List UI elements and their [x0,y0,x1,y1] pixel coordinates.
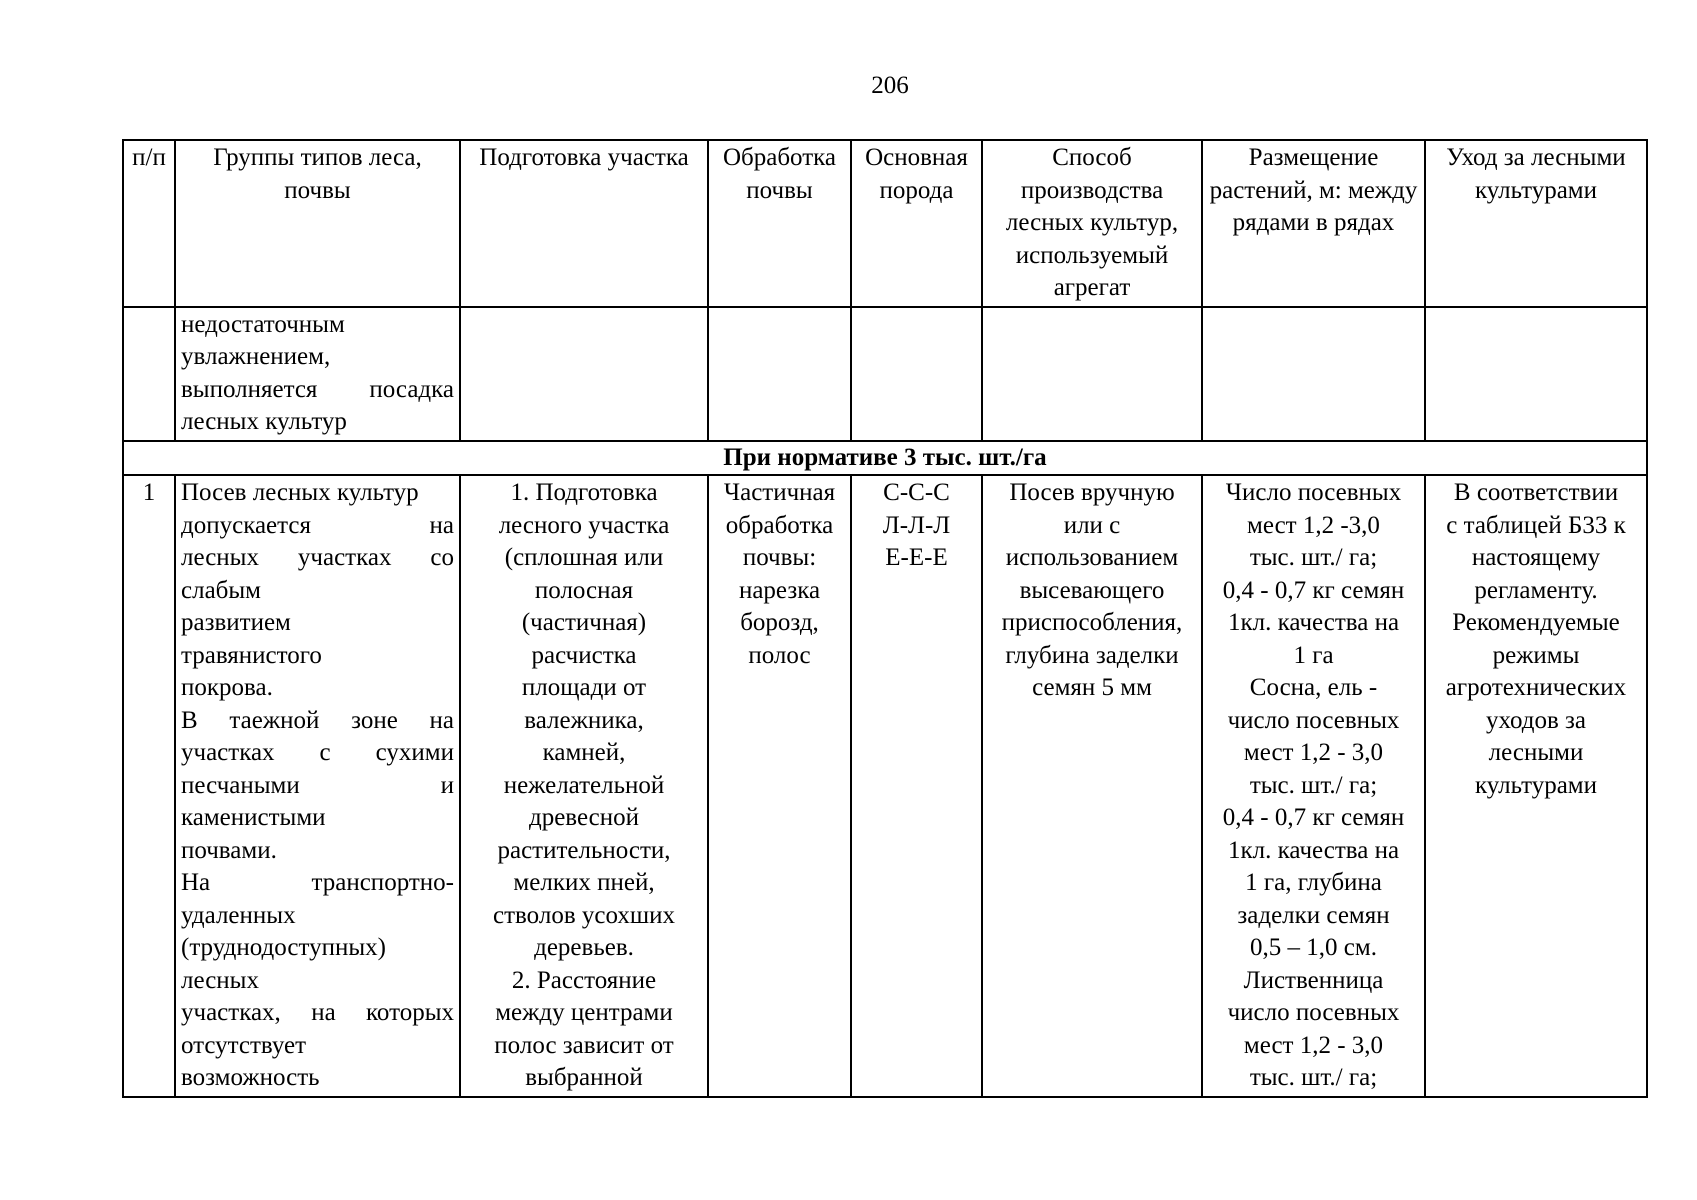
text-line: (сплошная или [504,544,664,571]
text-line: допускается на [181,511,454,539]
text-line: лесных культур [181,408,347,435]
text-line: (частичная) [521,609,647,636]
text-line: 1 га [1293,641,1334,669]
text-line: с таблицей Б33 к [1446,511,1626,539]
text-line: покрова. [181,674,273,701]
text-line: число посевных [1227,999,1400,1026]
text-line: полос [748,641,811,669]
cell-empty [982,307,1202,441]
cell-empty [123,307,175,441]
text-line: мест 1,2 -3,0 [1247,511,1380,539]
header-num: п/п [123,140,175,307]
text-line: Посев вручную [1009,479,1175,506]
text-line: полос зависит от [494,1031,674,1059]
text-line: Рекомендуемые [1452,609,1620,636]
text-line: отсутствует [181,1031,307,1059]
cell-empty [1202,307,1425,441]
text-line: песчаными и [181,771,454,799]
text-line: нарезка [738,576,821,604]
text-line: 1кл. качества на [1227,836,1400,864]
text-line: регламенту. [1474,576,1598,604]
text-line: Частичная [723,479,836,506]
text-line: 0,4 - 0,7 кг семян [1222,576,1405,604]
text-line: семян 5 мм [1032,674,1152,701]
text-line: 2. Расстояние [511,966,657,994]
text-line: увлажнением, [181,343,331,370]
cell-forest-type [175,475,460,1097]
text-line: выбранной [525,1064,643,1091]
cell-empty [708,307,851,441]
text-line: почвы: [742,544,817,571]
text-line: древесной [528,804,640,831]
text-line: высевающего [1019,576,1165,604]
text-line: уходов за [1485,706,1587,734]
cell-empty [851,307,982,441]
text-line: возможность [181,1064,320,1091]
text-line: травянистого [181,641,322,669]
text-line: Посев лесных культур [181,479,419,506]
text-line: С-С-С [883,479,950,506]
text-line: режимы [1492,641,1580,669]
cell-empty [460,307,708,441]
text-line: мест 1,2 - 3,0 [1243,1031,1384,1059]
text-line: деревьев. [534,934,634,961]
text-line: развитием [181,609,291,636]
text-line: 1. Подготовка [510,479,658,506]
cell-care [1425,475,1647,1097]
header-forest-type: Группы типов леса, почвы [175,140,460,307]
header-soil-treatment: Обработка почвы [708,140,851,307]
text-line: В соответствии [1453,479,1619,506]
text-line: 1 га, глубина [1245,869,1382,896]
forest-culture-table [122,139,1648,1098]
text-line: выполняется посадка [181,375,454,403]
text-line: тыс. шт./ га; [1249,771,1378,799]
text-line: между центрами [495,999,673,1026]
text-line: полосная [534,576,634,604]
section-title: При нормативе 3 тыс. шт./га [123,441,1647,476]
text-line: настоящему [1471,544,1601,571]
text-line: Е-Е-Е [885,544,948,571]
text-line: мест 1,2 - 3,0 [1243,739,1384,766]
text-line: заделки семян [1237,901,1390,929]
text-line: недостаточным [181,310,345,338]
text-line: нежелательной [503,771,665,799]
text-line: На транспортно- [181,869,454,896]
text-line: стволов усохших [493,901,675,929]
text-line: лесных участках со [181,544,454,571]
text-line: площади от [521,674,647,701]
text-line: удаленных [181,901,296,929]
text-line: 0,4 - 0,7 кг семян [1222,804,1405,831]
table-section-row [123,441,1647,476]
header-production-method: Способ производства лесных культур, используемый агрегат [982,140,1202,307]
text-line: приспособления, [1001,609,1183,636]
text-line: тыс. шт./ га; [1249,1064,1378,1091]
text-line: Л-Л-Л [882,511,951,539]
cell-soil-treatment [708,475,851,1097]
text-line: валежника, [524,706,644,734]
table-header-row [123,140,1647,307]
text-line: число посевных [1227,706,1400,734]
header-care: Уход за лесными культурами [1425,140,1647,307]
text-line: каменистыми [181,804,326,831]
cell-forest-type-continued [175,307,460,441]
cell-plant-placement [1202,475,1425,1097]
table-row-continued [123,307,1647,441]
text-line: 0,5 – 1,0 см. [1250,934,1377,961]
cell-site-prep [460,475,708,1097]
text-line: Сосна, ель - [1249,674,1378,701]
text-line: лесного участка [498,511,670,539]
text-line: 1кл. качества на [1227,609,1400,636]
text-line: обработка [725,511,834,539]
text-line: лесных [181,966,259,994]
header-main-species: Основная порода [851,140,982,307]
text-line: (труднодоступных) [181,934,386,961]
text-line: мелких пней, [513,869,655,896]
text-line: глубина заделки [1005,641,1179,669]
text-line: агротехнических [1445,674,1627,701]
text-line: камней, [542,739,626,766]
text-line: растительности, [497,836,671,864]
text-line: участках с сухими [181,739,454,766]
text-line: Число посевных [1225,479,1402,506]
text-line: участках, на которых [181,999,454,1026]
text-line: лесными [1488,739,1584,766]
text-line: или с [1063,511,1121,539]
table-row [123,475,1647,1097]
header-plant-placement: Размещение растений, м: между рядами в рядах [1202,140,1425,307]
text-line: тыс. шт./ га; [1249,544,1378,571]
text-line: слабым [181,576,262,604]
page-number: 206 [871,72,909,99]
text-line: Лиственница [1243,966,1384,994]
text-line: почвами. [181,836,277,864]
cell-num: 1 [123,475,175,1097]
text-line: использованием [1005,544,1179,571]
text-line: культурами [1474,771,1597,799]
cell-production-method [982,475,1202,1097]
cell-empty [1425,307,1647,441]
text-line: борозд, [740,609,819,636]
header-site-prep: Подготовка участка [460,140,708,307]
text-line: расчистка [531,641,637,669]
cell-main-species [851,475,982,1097]
text-line: В таежной зоне на [181,706,454,734]
